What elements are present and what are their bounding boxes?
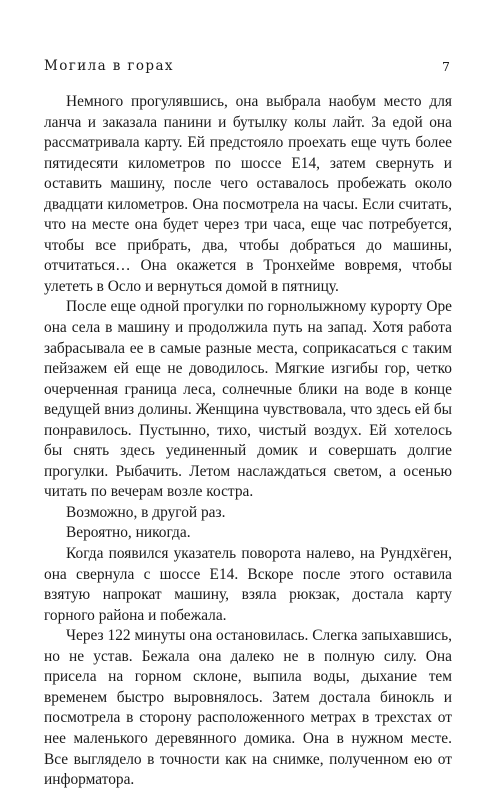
body-text <box>44 92 452 791</box>
running-title: Могила в горах <box>44 58 174 74</box>
paragraph: Возможно, в другой раз. <box>66 503 226 521</box>
paragraph: Немного прогулявшись, она выбрала наобум место для ланча и заказала панини и бутылку колы лайт. За едой она рассматривала карту. Ей предстояло проехать еще чуть более пятидесяти километров по шоссе E14, затем свернуть и оставить машину, после чего оставалось пробежать около двадцати километров. Она посмотрела на часы. Если считать, что на месте она будет через три часа, еще час потребуется, чтобы все прибрать, два, чтобы добраться до машины, отчитаться… Она окажется в Тронхейме вовремя, чтобы улететь в Осло и вернуться домой в пятницу. <box>44 93 452 295</box>
paragraph: Когда появился указатель поворота налево, на Рундхёген, она свернула с шоссе E14. Вскоре после этого оставила взятую напрокат машину, взяла рюкзак, достала карту горного района и побежала. <box>44 545 452 624</box>
paragraph: Вероятно, никогда. <box>66 524 191 542</box>
paragraph: После еще одной прогулки по горнолыжному курорту Оре она села в машину и продолжила путь на запад. Хотя работа забрасывала ее в самые разные места, соприкасаться с таким пейзажем ей еще не доводилось. Мягкие изгибы гор, четко очерченная граница леса, солнечные блики на воде в конце ведущей вниз долины. Женщина чувствовала, что здесь ей бы понравилось. Пустынно, тихо, чистый воздух. Ей хотелось бы снять здесь уединенный домик и совершать долгие прогулки. Рыбачить. Летом наслаждаться светом, а осенью читать по вечерам возле костра. <box>44 298 452 501</box>
running-head <box>44 58 450 80</box>
page-number: 7 <box>442 59 450 74</box>
paragraph: Через 122 минуты она остановилась. Слегка запыхавшись, но не устав. Бежала она далеко не в полную силу. Она присела на горном склоне, выпила воды, дыхание тем временем быстро выровнялось. Затем достала бинокль и посмотрела в сторону расположенного метрах в трехстах от нее маленького деревянного домика. Она в нужном месте. Все выглядело в точности как на снимке, полученном ею от информатора. <box>44 627 452 789</box>
